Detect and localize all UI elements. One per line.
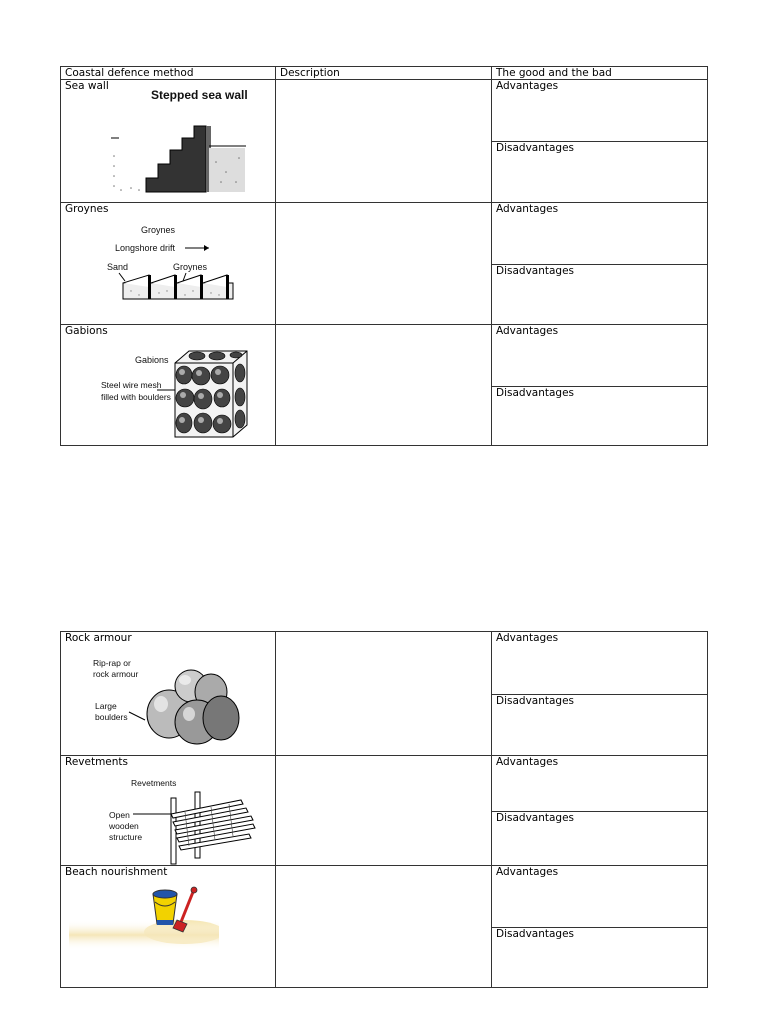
header-description: Description [280, 67, 340, 79]
table-row-groynes [61, 202, 707, 324]
description-cell[interactable] [276, 756, 492, 865]
disadvantages-cell[interactable] [492, 141, 707, 202]
bucket-and-spade-illustration [69, 880, 219, 952]
method-label: Rock armour [65, 632, 132, 644]
revetments-caption-line3: structure [109, 832, 143, 842]
coastal-defence-table-1 [60, 66, 708, 446]
advantages-label: Advantages [496, 756, 559, 768]
table-row-gabions [61, 324, 707, 445]
disadvantages-cell[interactable] [492, 694, 707, 755]
advantages-label: Advantages [496, 866, 559, 878]
rock-armour-illustration [89, 652, 249, 752]
table-row-revetments [61, 755, 707, 865]
rock-armour-caption-line1: Rip-rap or [93, 658, 131, 668]
disadvantages-label: Disadvantages [496, 142, 575, 154]
description-cell[interactable] [276, 866, 492, 987]
table-header-row [61, 67, 707, 79]
disadvantages-label: Disadvantages [496, 265, 575, 277]
method-label: Sea wall [65, 80, 109, 92]
advantages-label: Advantages [496, 203, 559, 215]
gabions-caption-line2: filled with boulders [101, 392, 171, 402]
gabions-illustration [97, 343, 257, 443]
groynes-caption-groynes: Groynes [173, 262, 208, 272]
method-label: Beach nourishment [65, 866, 168, 878]
header-method: Coastal defence method [65, 67, 194, 79]
coastal-defence-table-2 [60, 631, 708, 988]
disadvantages-cell[interactable] [492, 264, 707, 324]
description-cell[interactable] [276, 203, 492, 324]
description-cell[interactable] [276, 325, 492, 445]
table-row-beach-nourishment [61, 865, 707, 987]
description-cell[interactable] [276, 632, 492, 755]
gabions-caption-title: Gabions [135, 355, 169, 365]
revetments-illustration [101, 774, 261, 866]
groynes-caption-title: Groynes [141, 225, 176, 235]
revetments-caption-line2: wooden [109, 821, 139, 831]
sea-wall-caption: Stepped sea wall [151, 88, 248, 102]
advantages-label: Advantages [496, 632, 559, 644]
sea-wall-illustration [101, 82, 251, 200]
table-row-rock-armour [61, 632, 707, 755]
advantages-label: Advantages [496, 80, 559, 92]
disadvantages-cell[interactable] [492, 386, 707, 445]
advantages-cell[interactable] [492, 632, 707, 694]
advantages-cell[interactable] [492, 325, 707, 386]
advantages-cell[interactable] [492, 80, 707, 141]
groynes-caption-drift: Longshore drift [115, 243, 176, 253]
revetments-caption-title: Revetments [131, 778, 177, 788]
method-label: Groynes [65, 203, 109, 215]
advantages-label: Advantages [496, 325, 559, 337]
advantages-cell[interactable] [492, 866, 707, 927]
method-label: Revetments [65, 756, 129, 768]
groynes-caption-sand: Sand [107, 262, 129, 272]
advantages-cell[interactable] [492, 756, 707, 811]
disadvantages-cell[interactable] [492, 811, 707, 865]
disadvantages-label: Disadvantages [496, 387, 575, 399]
gabions-caption-line1: Steel wire mesh [101, 380, 162, 390]
advantages-cell[interactable] [492, 203, 707, 264]
disadvantages-label: Disadvantages [496, 928, 575, 940]
disadvantages-label: Disadvantages [496, 695, 575, 707]
rock-armour-caption-line2: rock armour [93, 669, 139, 679]
groynes-illustration [101, 217, 251, 303]
rock-armour-caption-line3: Large [95, 701, 117, 711]
disadvantages-cell[interactable] [492, 927, 707, 987]
disadvantages-label: Disadvantages [496, 812, 575, 824]
method-label: Gabions [65, 325, 108, 337]
description-cell[interactable] [276, 80, 492, 202]
rock-armour-caption-line4: boulders [95, 712, 128, 722]
revetments-caption-line1: Open [109, 810, 130, 820]
header-good-bad: The good and the bad [496, 67, 612, 79]
table-row-sea-wall [61, 79, 707, 202]
